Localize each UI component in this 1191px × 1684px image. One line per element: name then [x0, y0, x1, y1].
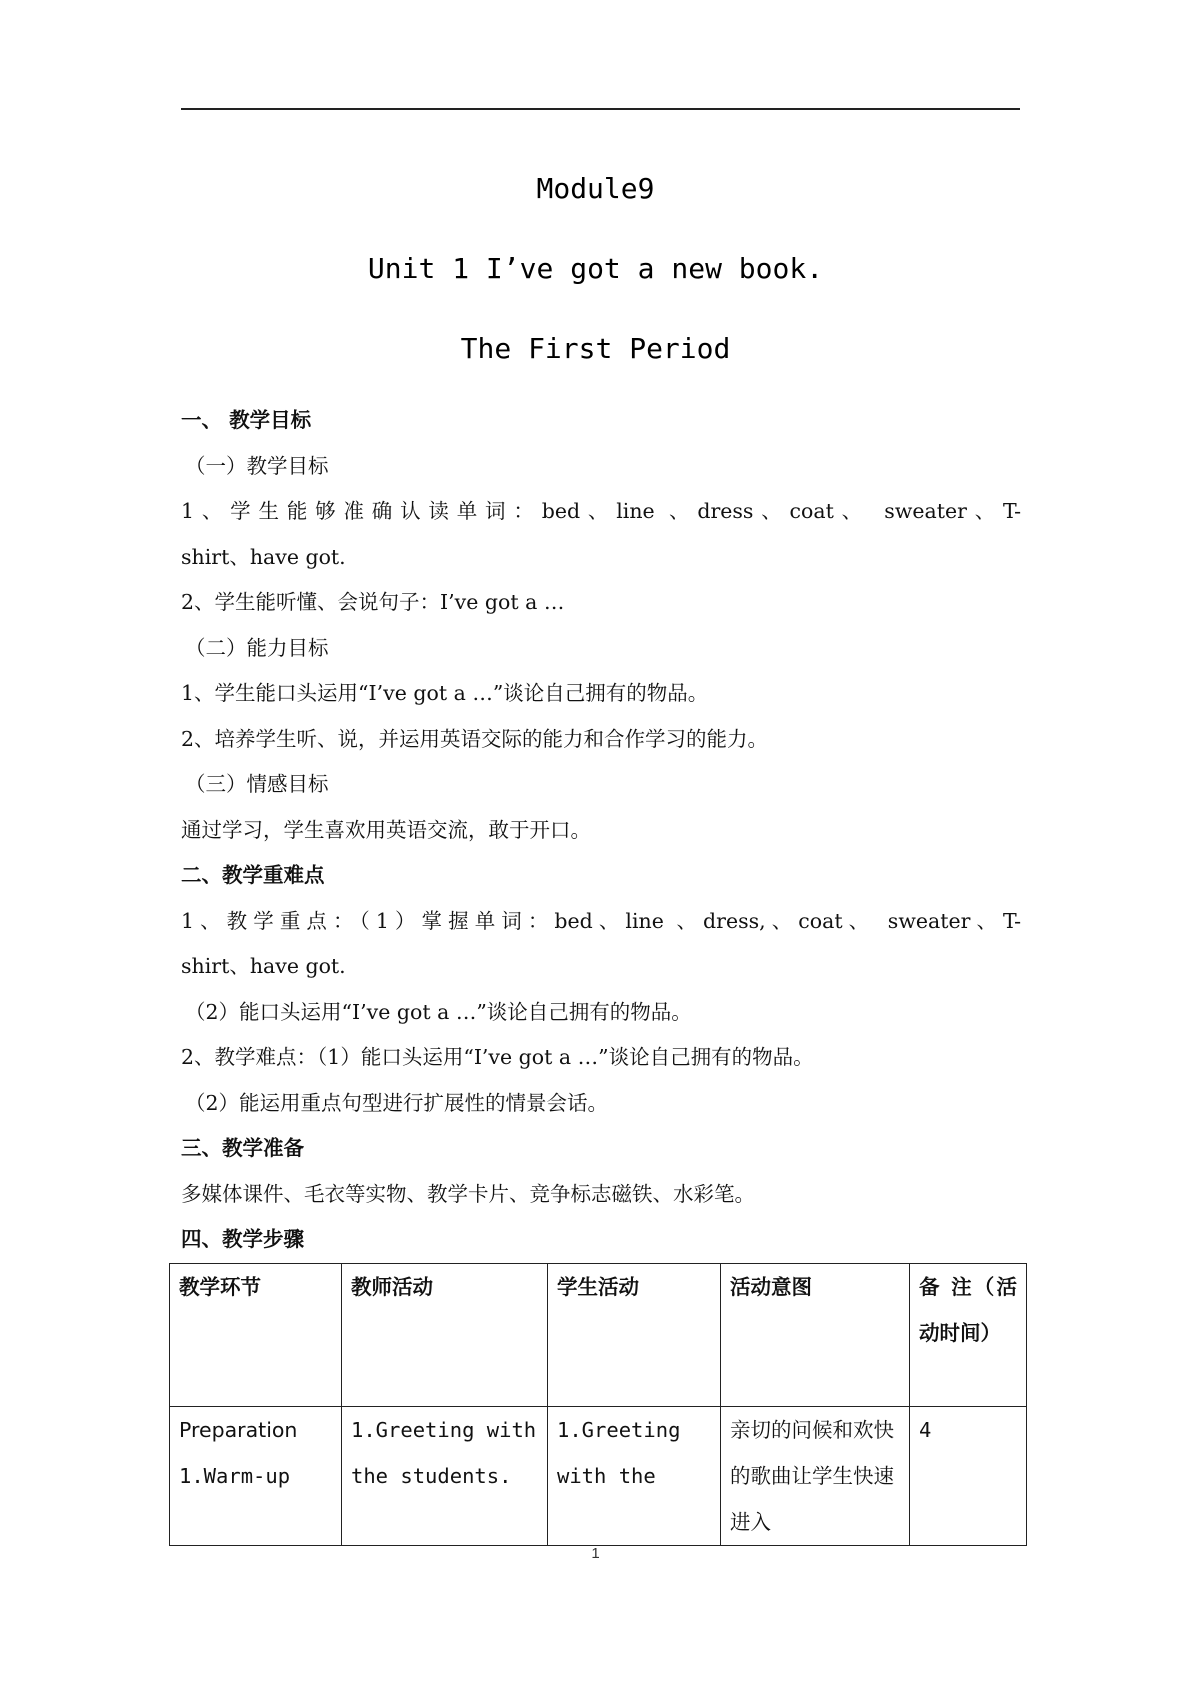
knowledge-item-1: 1、学生能够准确认读单词：bed、line 、dress、coat、 sweater、T-	[181, 499, 1021, 523]
difficult-point-2: （2）能运用重点句型进行扩展性的情景会话。	[185, 1090, 609, 1115]
stage-subtitle: 1.Warm-up	[179, 1464, 291, 1488]
unit-title: Unit 1 I’ve got a new book.	[367, 252, 824, 285]
key-point-1-cont: shirt、have got.	[181, 954, 346, 978]
ability-heading: （二）能力目标	[185, 635, 329, 660]
cell-stage	[170, 1407, 342, 1546]
preparation-item: 多媒体课件、毛衣等实物、教学卡片、竞争标志磁铁、水彩笔。	[181, 1181, 755, 1206]
table-header-row	[170, 1264, 1027, 1407]
cell-notes: 4	[910, 1407, 1027, 1546]
objectives-heading: 一、 教学目标	[181, 408, 312, 432]
lesson-plan-body	[181, 398, 1021, 1263]
header-stage: 教学环节	[170, 1264, 342, 1407]
key-point-1-sub: （2）能口头运用“I’ve got a …”谈论自己拥有的物品。	[185, 999, 692, 1024]
cell-student-activity: 1.Greeting with the	[548, 1407, 721, 1546]
module-title: Module9	[536, 172, 655, 205]
steps-heading: 四、教学步骤	[181, 1227, 304, 1251]
cell-teacher-activity: 1.Greeting with the students.	[342, 1407, 548, 1546]
knowledge-heading: （一）教学目标	[185, 453, 329, 478]
knowledge-item-2: 2、学生能听懂、会说句子：I’ve got a …	[181, 590, 565, 614]
emotion-item-1: 通过学习，学生喜欢用英语交流，敢于开口。	[181, 817, 591, 842]
teaching-steps-table	[169, 1263, 1027, 1546]
key-points-heading: 二、教学重难点	[181, 863, 325, 887]
stage-title: Preparation	[179, 1418, 298, 1442]
period-title: The First Period	[460, 332, 731, 365]
header-rule	[181, 108, 1020, 110]
ability-item-1: 1、学生能口头运用“I’ve got a …”谈论自己拥有的物品。	[181, 681, 709, 705]
table-row	[170, 1407, 1027, 1546]
header-notes: 备 注（活动时间）	[910, 1264, 1027, 1407]
key-point-1: 1、教学重点：（1）掌握单词：bed、line 、dress,、coat、 sweater、T-	[181, 908, 1021, 933]
ability-item-2: 2、培养学生听、说，并运用英语交际的能力和合作学习的能力。	[181, 726, 769, 751]
header-intent: 活动意图	[721, 1264, 910, 1407]
cell-intent: 亲切的问候和欢快的歌曲让学生快速进入	[721, 1407, 910, 1546]
emotion-heading: （三）情感目标	[185, 772, 329, 796]
header-teacher-activity: 教师活动	[342, 1264, 548, 1407]
header-student-activity: 学生活动	[548, 1264, 721, 1407]
difficult-point-1: 2、教学难点：（1）能口头运用“I’ve got a …”谈论自己拥有的物品。	[181, 1045, 814, 1069]
page-number: 1	[591, 1545, 600, 1562]
knowledge-item-1-cont: shirt、have got.	[181, 544, 346, 569]
preparation-heading: 三、教学准备	[181, 1136, 304, 1160]
